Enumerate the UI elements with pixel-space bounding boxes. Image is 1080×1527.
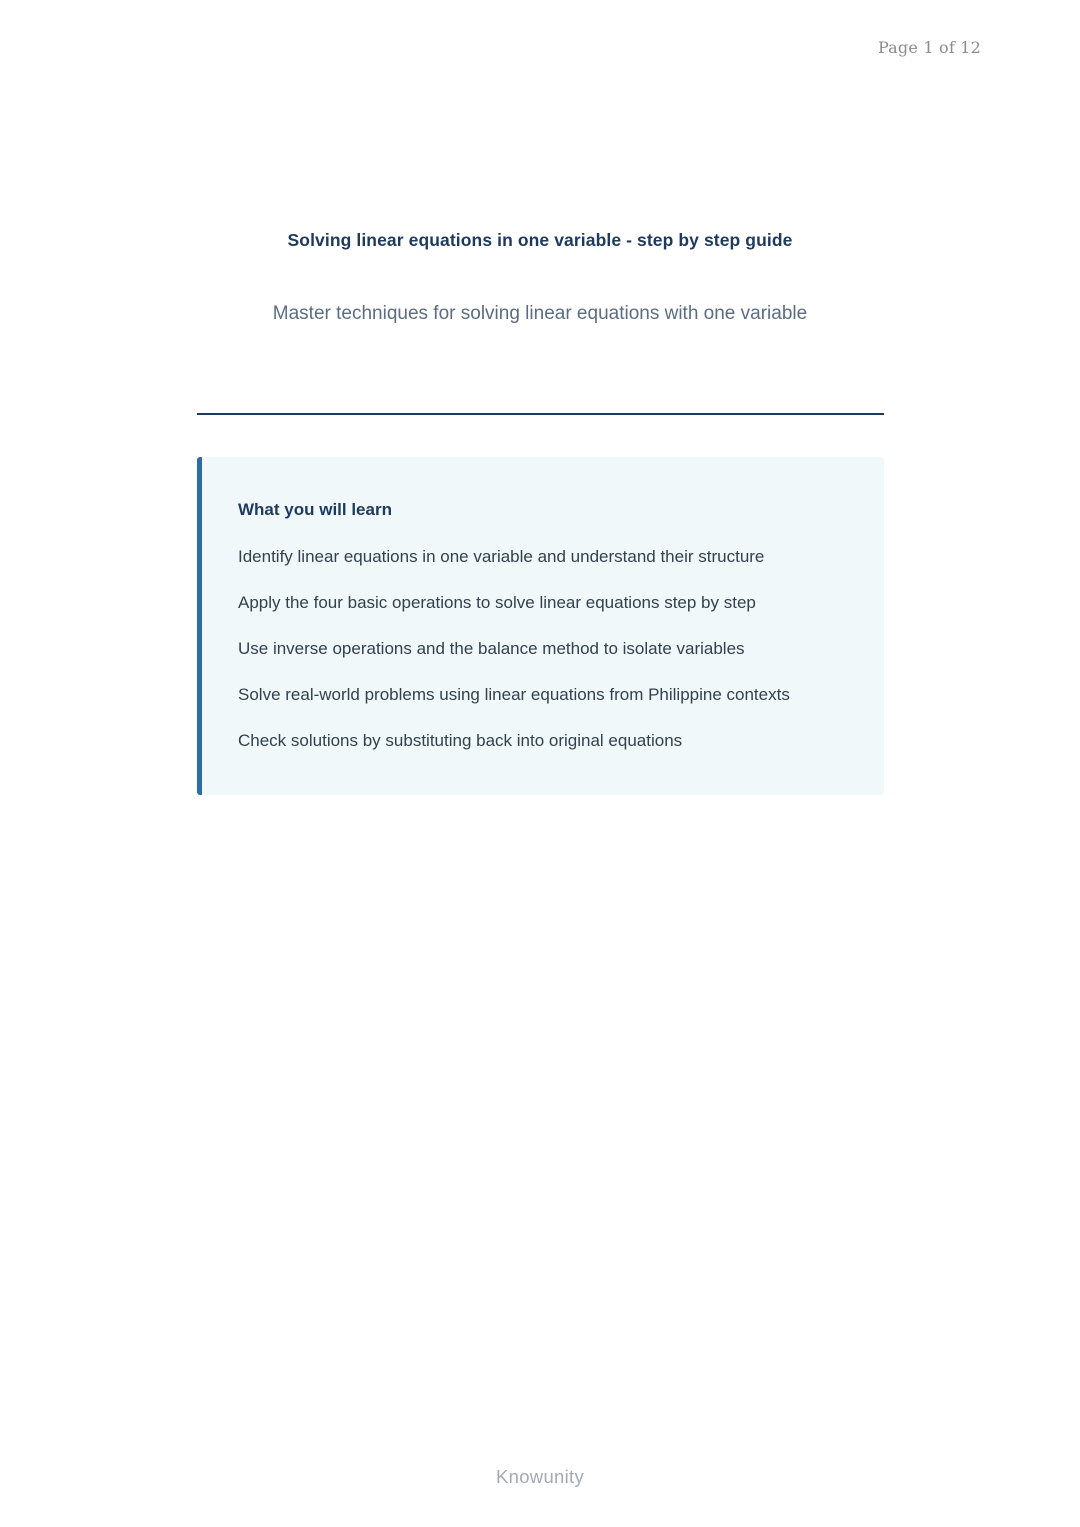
learn-box-heading: What you will learn [238, 500, 392, 519]
footer-brand: Knowunity [495, 1466, 585, 1487]
learn-item: Use inverse operations and the balance method to isolate variables [238, 639, 745, 658]
learn-item: Apply the four basic operations to solve linear equations step by step [238, 593, 756, 612]
document-subtitle: Master techniques for solving linear equations with one variable [272, 303, 808, 324]
section-divider [197, 413, 884, 415]
learn-item: Solve real-world problems using linear equations from Philippine contexts [238, 685, 790, 704]
learn-item: Identify linear equations in one variable and understand their structure [238, 547, 765, 566]
what-you-will-learn-box [197, 457, 884, 795]
learn-item: Check solutions by substituting back into original equations [238, 731, 683, 750]
page-number: Page 1 of 12 [877, 38, 981, 57]
document-title: Solving linear equations in one variable - step by step guide [287, 230, 793, 250]
